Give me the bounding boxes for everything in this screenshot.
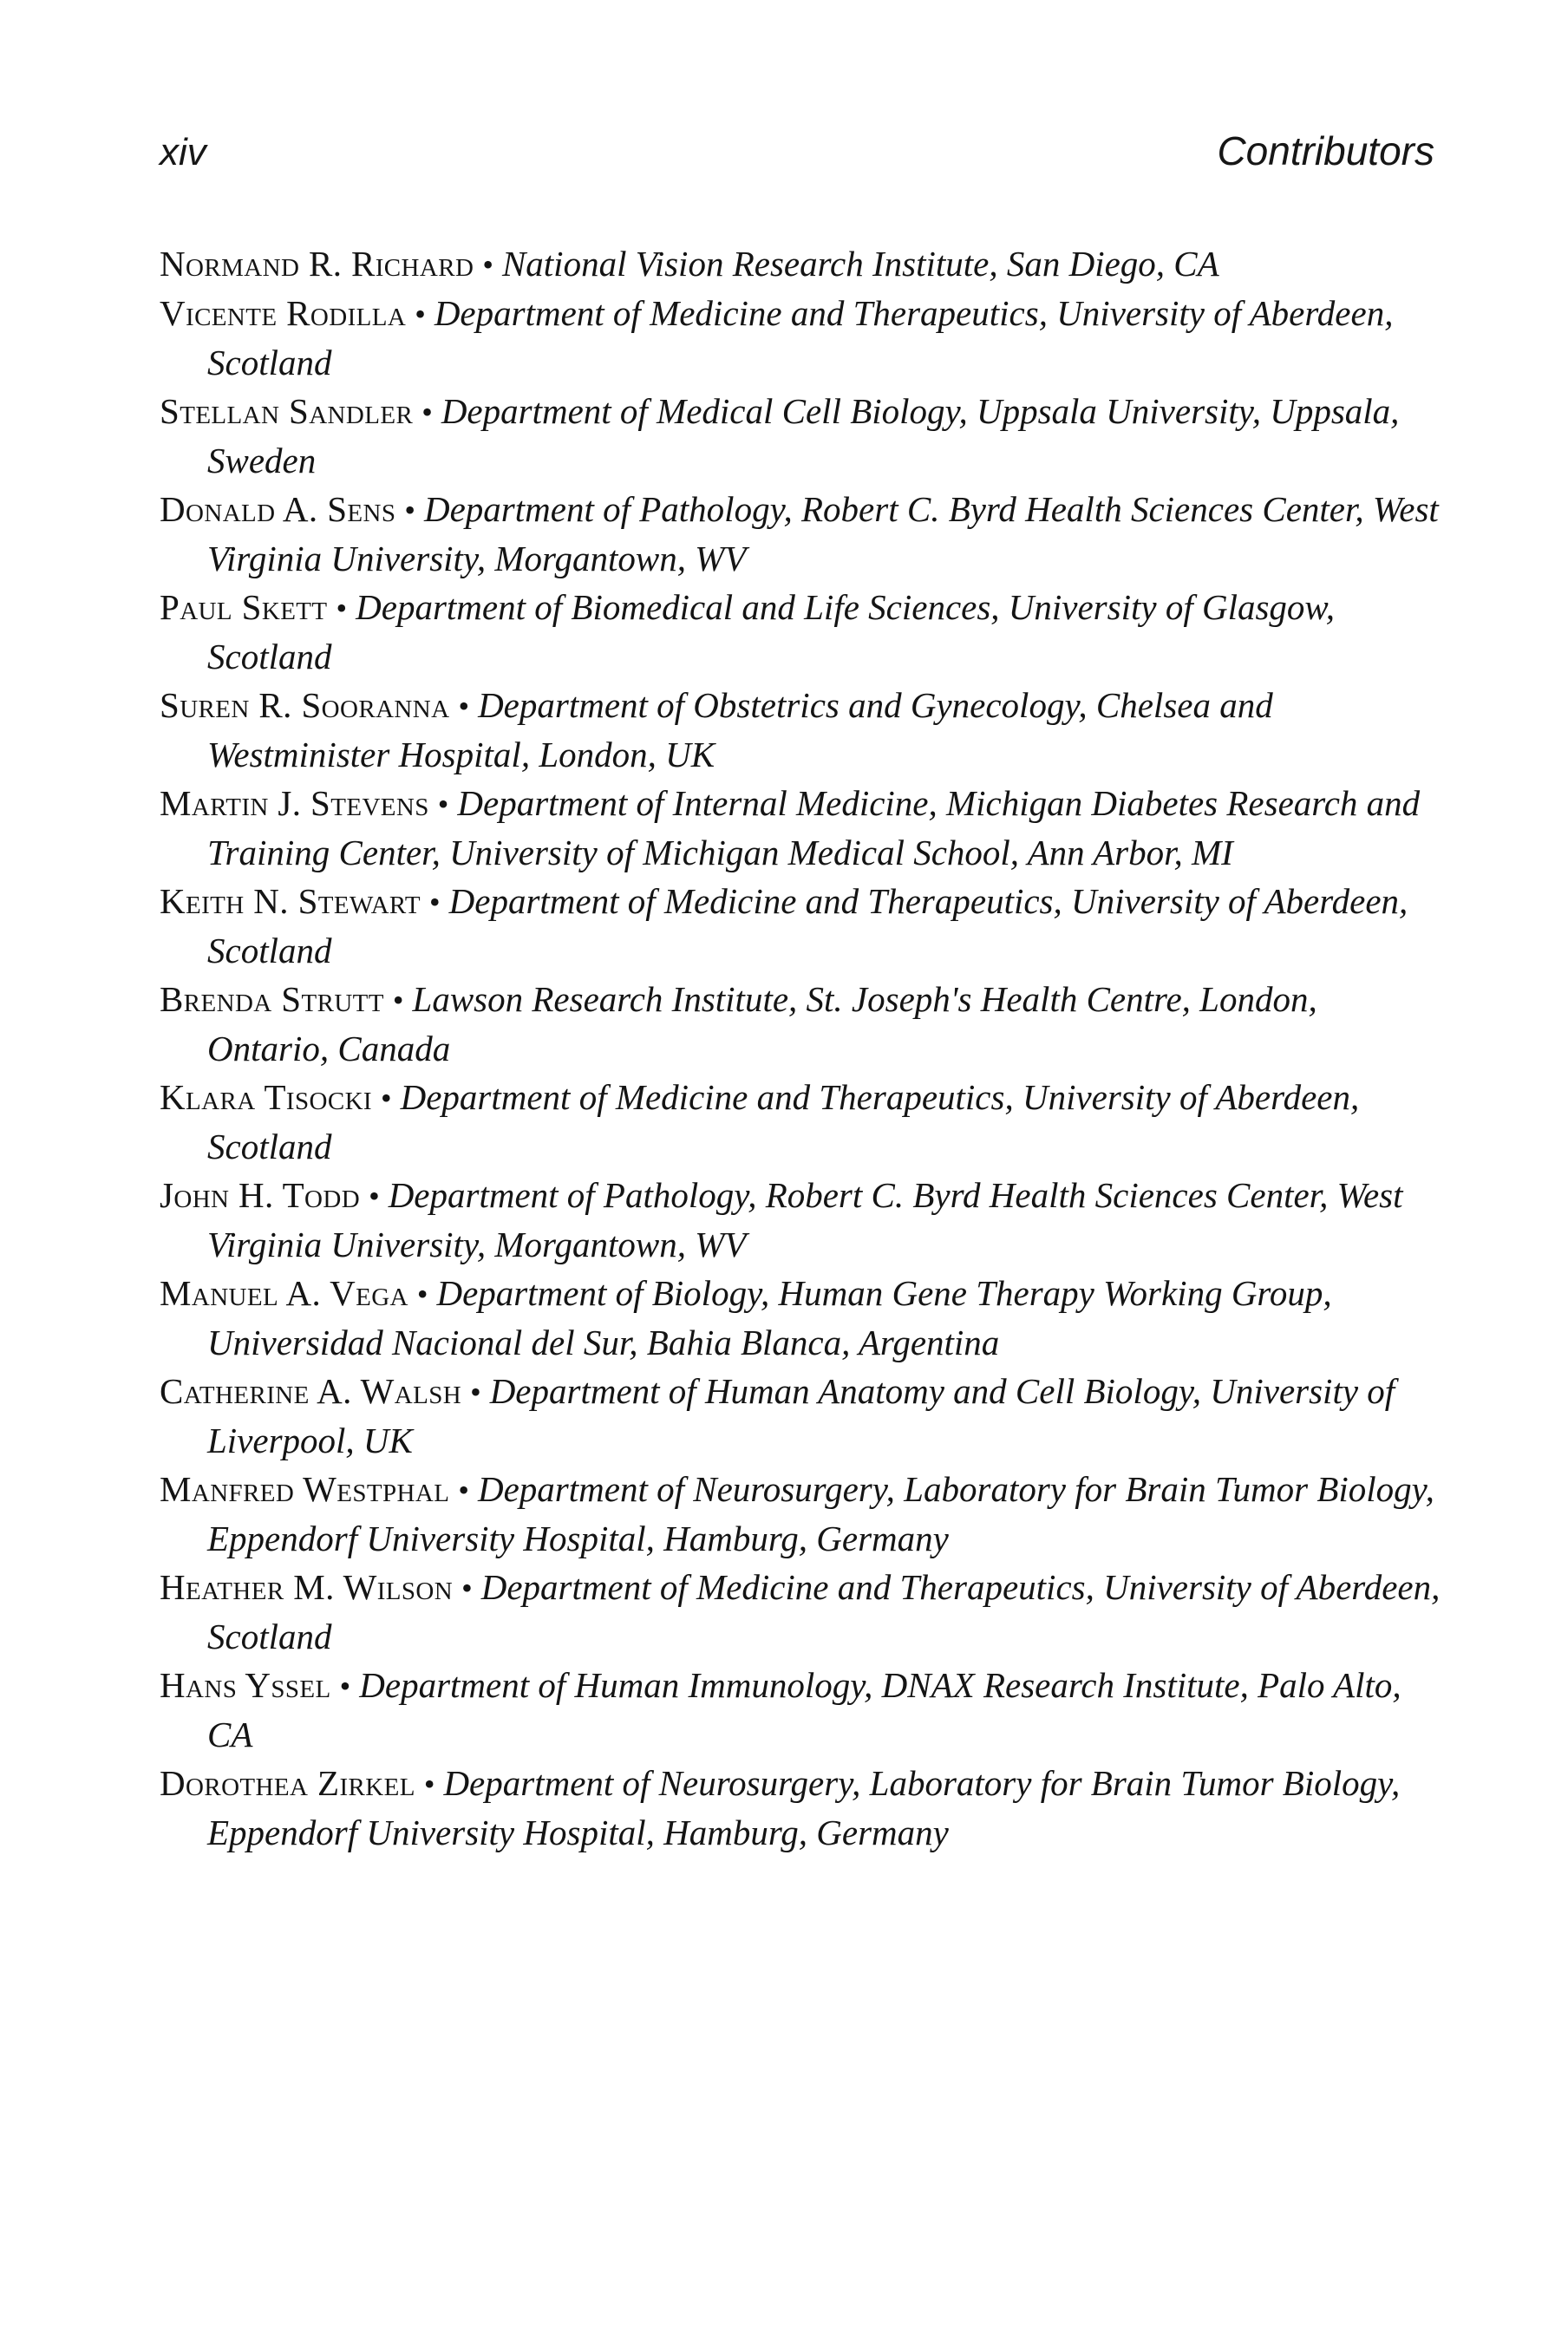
bullet-separator: • (421, 395, 433, 429)
contributor-name: Vicente Rodilla (160, 293, 407, 333)
contributor-name: Manuel A. Vega (160, 1273, 408, 1313)
contributor-name: Brenda Strutt (160, 979, 384, 1019)
contributor-name: Suren R. Sooranna (160, 685, 450, 725)
bullet-separator: • (461, 1571, 473, 1605)
bullet-separator: • (392, 983, 404, 1017)
bullet-separator: • (339, 1669, 351, 1703)
contributor-name: Heather M. Wilson (160, 1567, 454, 1607)
contributor-name: Catherine A. Walsh (160, 1371, 462, 1411)
contributor-entry (160, 1073, 1445, 1171)
contributor-entry (160, 485, 1445, 583)
contributor-affiliation: Department of Biology, Human Gene Therapy Working Group, Universidad Nacional del Sur, Bahia Blanca, Argentina (207, 1273, 1332, 1362)
contributor-name: Martin J. Stevens (160, 783, 429, 823)
contributor-affiliation: Department of Pathology, Robert C. Byrd Health Sciences Center, West Virginia University, Morgantown, WV (207, 1175, 1403, 1264)
contributor-name: Stellan Sandler (160, 391, 414, 431)
contributor-affiliation: National Vision Research Institute, San Diego, CA (501, 244, 1219, 284)
contributor-entry (160, 239, 1445, 289)
contributor-name: John H. Todd (160, 1175, 361, 1215)
contributor-affiliation: Department of Internal Medicine, Michigan Diabetes Research and Training Center, University of Michigan Medical School, Ann Arbor, MI (207, 783, 1421, 872)
contributor-entry (160, 1269, 1445, 1367)
running-head-title: Contributors (1217, 128, 1434, 173)
bullet-separator: • (458, 1473, 469, 1507)
page-number: xiv (160, 131, 206, 173)
contributor-affiliation: Department of Human Anatomy and Cell Biology, University of Liverpool, UK (207, 1371, 1395, 1460)
contributor-affiliation: Department of Medical Cell Biology, Uppsala University, Uppsala, Sweden (207, 391, 1400, 480)
contributor-affiliation: Department of Medicine and Therapeutics, University of Aberdeen, Scotland (207, 293, 1394, 382)
bullet-separator: • (482, 247, 493, 282)
bullet-separator: • (380, 1081, 392, 1115)
contributor-affiliation: Department of Neurosurgery, Laboratory for Brain Tumor Biology, Eppendorf University Hospital, Hamburg, Germany (207, 1763, 1401, 1852)
contributor-entry (160, 1563, 1445, 1661)
bullet-separator: • (437, 787, 449, 821)
contributor-affiliation: Lawson Research Institute, St. Joseph's Health Centre, London, Ontario, Canada (207, 979, 1317, 1068)
contributor-entry (160, 583, 1445, 681)
contributor-entry (160, 779, 1445, 877)
bullet-separator: • (369, 1179, 380, 1213)
contributor-name: Paul Skett (160, 587, 328, 627)
bullet-separator: • (423, 1767, 435, 1801)
contributor-entry (160, 387, 1445, 485)
contributor-name: Keith N. Stewart (160, 881, 421, 921)
contributor-affiliation: Department of Medicine and Therapeutics, University of Aberdeen, Scotland (207, 881, 1408, 970)
contributor-affiliation: Department of Medicine and Therapeutics, University of Aberdeen, Scotland (207, 1567, 1441, 1656)
contributor-name: Dorothea Zirkel (160, 1763, 415, 1803)
contributor-affiliation: Department of Neurosurgery, Laboratory for Brain Tumor Biology, Eppendorf University Hospital, Hamburg, Germany (207, 1469, 1434, 1558)
contributor-affiliation: Department of Obstetrics and Gynecology, Chelsea and Westminister Hospital, London, UK (207, 685, 1273, 774)
bullet-separator: • (470, 1375, 481, 1409)
bullet-separator: • (415, 297, 426, 331)
contributors-list (160, 239, 1445, 1857)
bullet-separator: • (416, 1277, 428, 1311)
contributor-entry (160, 1661, 1445, 1759)
bullet-separator: • (458, 689, 470, 723)
contributor-name: Klara Tisocki (160, 1077, 372, 1117)
contributor-entry (160, 1171, 1445, 1269)
contributor-entry (160, 1465, 1445, 1563)
bullet-separator: • (336, 591, 348, 625)
contributor-name: Donald A. Sens (160, 489, 396, 529)
contributor-affiliation: Department of Pathology, Robert C. Byrd Health Sciences Center, West Virginia University, Morgantown, WV (207, 489, 1439, 578)
contributor-name: Manfred Westphal (160, 1469, 450, 1509)
contributor-entry (160, 289, 1445, 387)
bullet-separator: • (429, 885, 441, 919)
contributor-affiliation: Department of Medicine and Therapeutics, University of Aberdeen, Scotland (207, 1077, 1360, 1166)
bullet-separator: • (404, 493, 415, 527)
contributor-name: Normand R. Richard (160, 244, 474, 284)
contributor-entry (160, 1759, 1445, 1857)
contributor-entry (160, 975, 1445, 1073)
contributor-entry (160, 681, 1445, 779)
contributor-entry (160, 1367, 1445, 1465)
running-header (160, 128, 1434, 175)
contributor-name: Hans Yssel (160, 1665, 331, 1705)
contributor-affiliation: Department of Biomedical and Life Sciences, University of Glasgow, Scotland (207, 587, 1335, 676)
contributor-entry (160, 877, 1445, 975)
contributor-affiliation: Department of Human Immunology, DNAX Research Institute, Palo Alto, CA (207, 1665, 1401, 1754)
